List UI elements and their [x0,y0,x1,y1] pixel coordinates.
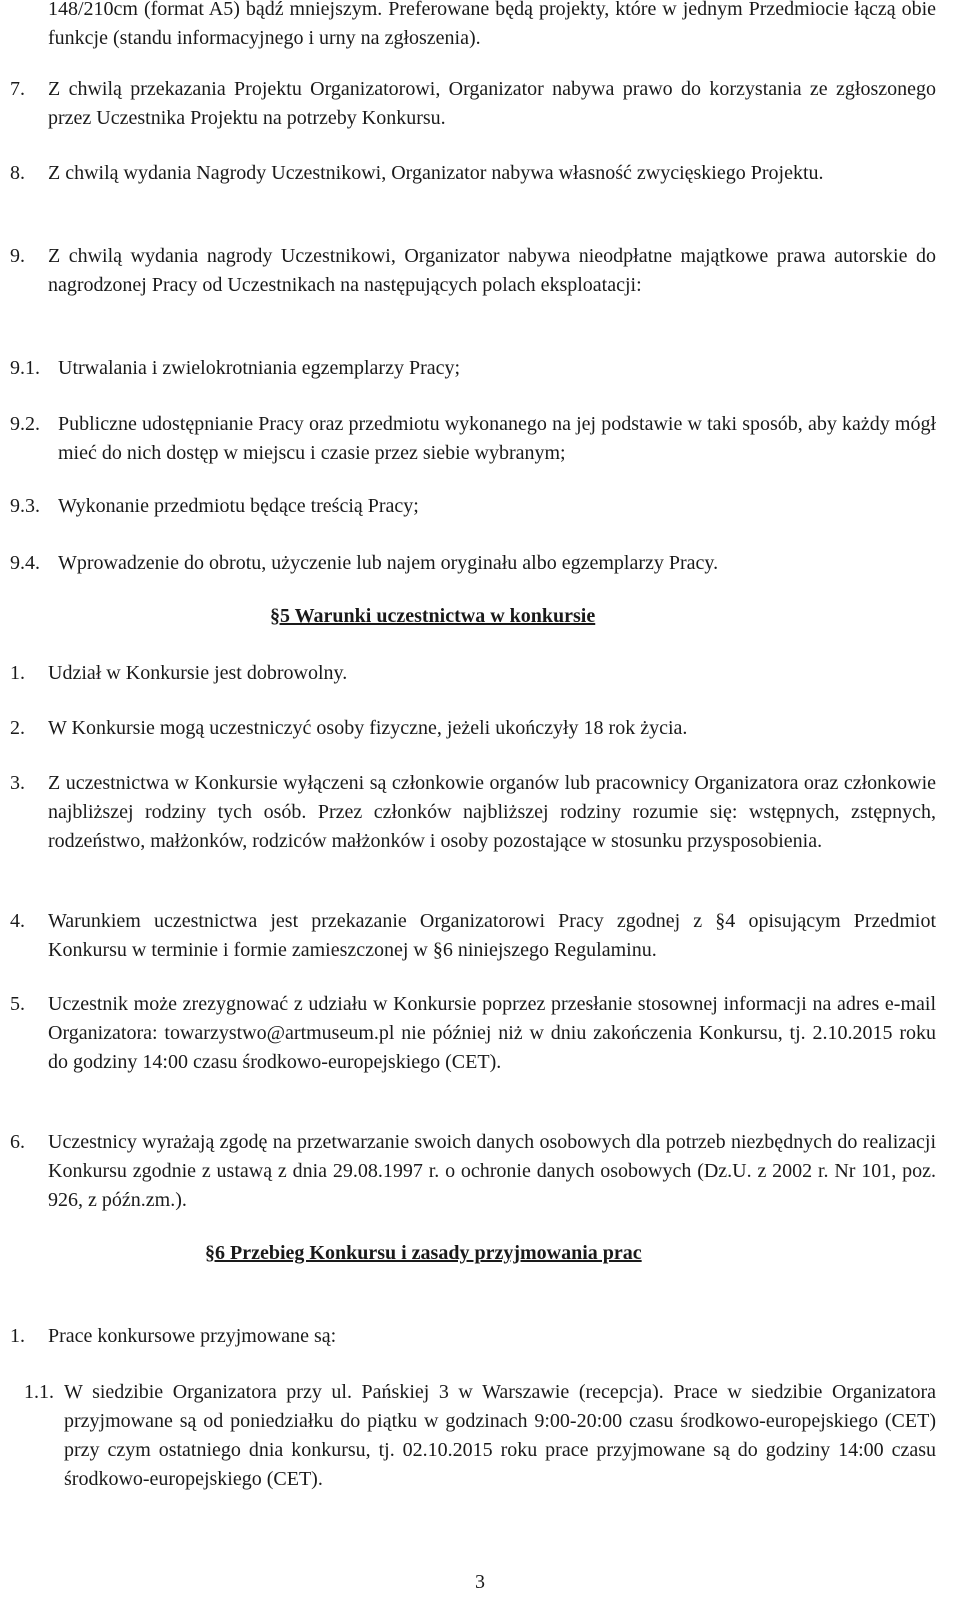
list-number: 9.4. [10,552,40,574]
section-5-item-3 [10,769,936,856]
list-text: Z uczestnictwa w Konkursie wyłączeni są członkowie organów lub pracownicy Organizatora oraz członkowie najbliższej rodziny tych osób. Przez członków najbliższej rodziny rozumie się: wstępnych, zstępnych, rodzeństwo, małżonków, rodziców małżonków i osoby pozostające w stosunku przysposobienia. [48,772,936,852]
section-5-item-2 [10,714,936,743]
list-text: Utrwalania i zwielokrotniania egzemplarzy Pracy; [58,357,461,379]
paragraph-continuation: 148/210cm (format A5) bądź mniejszym. Preferowane będą projekty, które w jednym Przedmiocie łączą obie funkcje (standu informacyjnego i urny na zgłoszenia). [48,0,936,49]
list-text: Publiczne udostępnianie Pracy oraz przedmiotu wykonanego na jej podstawie w taki sposób, aby każdy mógł mieć do nich dostęp w miejscu i czasie przez siebie wybranym; [58,413,936,464]
list-text: Prace konkursowe przyjmowane są: [48,1325,337,1347]
list-number: 6. [10,1131,25,1153]
list-text: W siedzibie Organizatora przy ul. Pańskiej 3 w Warszawie (recepcja). Prace w siedzibie Organizatora przyjmowane są od poniedziałku do piątku w godzinach 9:00-20:00 czasu środkowo-europejskiego (CET) przy czym ostatniego dnia konkursu, tj. 02.10.2015 roku prace przyjmowane są do godziny 14:00 czasu środkowo-europejskiego (CET). [64,1381,936,1490]
list-text: Warunkiem uczestnictwa jest przekazanie Organizatorowi Pracy zgodnej z §4 opisującym Przedmiot Konkursu w terminie i formie zamieszczonej w §6 niniejszego Regulaminu. [48,910,936,961]
list-item-7 [10,75,936,133]
list-number: 1. [10,1325,25,1347]
list-number: 3. [10,772,25,794]
list-text: Z chwilą przekazania Projektu Organizatorowi, Organizator nabywa prawo do korzystania ze zgłoszonego przez Uczestnika Projektu na potrzeby Konkursu. [48,78,936,129]
list-item-9-4 [10,549,936,578]
list-item-8 [10,159,936,188]
page-number: 3 [475,1571,485,1593]
list-number: 8. [10,162,25,184]
list-number: 4. [10,910,25,932]
list-text: Wprowadzenie do obrotu, użyczenie lub najem oryginału albo egzemplarzy Pracy. [58,552,719,574]
list-text: Udział w Konkursie jest dobrowolny. [48,662,348,684]
list-text: Z chwilą wydania nagrody Uczestnikowi, Organizator nabywa nieodpłatne majątkowe prawa autorskie do nagrodzonej Pracy od Uczestnikach na następujących polach eksploatacji: [48,245,936,296]
section-5-item-4 [10,907,936,965]
list-number: 1. [10,662,25,684]
section-5-item-1 [10,659,936,688]
list-number: 1.1. [24,1381,54,1403]
section-6-item-1-1 [24,1378,936,1494]
section-6-item-1 [10,1322,936,1351]
section-5-heading: §5 Warunki uczestnictwa w konkursie [270,605,596,627]
list-item-9-3 [10,492,936,521]
list-text: Uczestnik może zrezygnować z udziału w Konkursie poprzez przesłanie stosownej informacji na adres e-mail Organizatora: towarzystwo@artmuseum.pl nie później niż w dniu zakończenia Konkursu, tj. 2.10.2015 roku do godziny 14:00 czasu środkowo-europejskiego (CET). [48,993,936,1073]
list-text: Z chwilą wydania Nagrody Uczestnikowi, Organizator nabywa własność zwycięskiego Projektu. [48,162,824,184]
section-5-item-6 [10,1128,936,1215]
list-item-9-1 [10,354,936,383]
list-item-9-2 [10,410,936,468]
list-text: Wykonanie przedmiotu będące treścią Pracy; [58,495,419,517]
list-number: 7. [10,78,25,100]
list-number: 9.3. [10,495,40,517]
list-number: 5. [10,993,25,1015]
list-text: W Konkursie mogą uczestniczyć osoby fizyczne, jeżeli ukończyły 18 rok życia. [48,717,688,739]
list-number: 9.2. [10,413,40,435]
list-number: 2. [10,717,25,739]
list-text: Uczestnicy wyrażają zgodę na przetwarzanie swoich danych osobowych dla potrzeb niezbędnych do realizacji Konkursu zgodnie z ustawą z dnia 29.08.1997 r. o ochronie danych osobowych (Dz.U. z 2002 r. Nr 101, poz. 926, z późn.zm.). [48,1131,936,1211]
list-number: 9. [10,245,25,267]
list-number: 9.1. [10,357,40,379]
section-6-heading: §6 Przebieg Konkursu i zasady przyjmowania prac [205,1242,642,1264]
list-item-9 [10,242,936,300]
section-5-item-5 [10,990,936,1077]
